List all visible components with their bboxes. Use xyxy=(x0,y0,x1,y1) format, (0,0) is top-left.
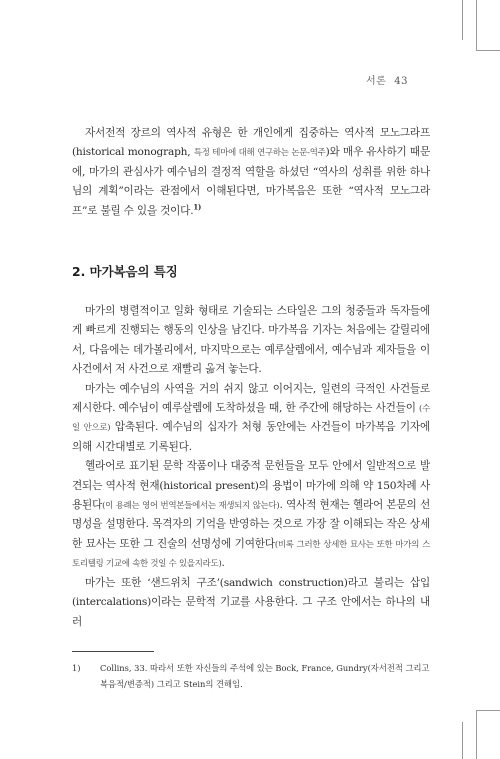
section-body xyxy=(72,302,430,632)
crop-mark xyxy=(462,0,463,40)
footnote-line-1: Collins, 33. 따라서 또한 자신들의 주석에 있는 Bock, France, Gundry(자서전적 그리고 xyxy=(100,663,430,673)
crop-mark xyxy=(476,710,477,759)
section-paragraph-3 xyxy=(72,457,430,573)
crop-mark xyxy=(476,50,500,51)
footnote-mark: 1) xyxy=(72,663,81,673)
page-number: 43 xyxy=(394,76,408,87)
para2-text-b: 압축된다. 예수님의 십자가 처형 동안에는 사건들이 마가복음 기자에 의해 시간대별로 기록된다. xyxy=(72,421,430,453)
section-paragraph-2 xyxy=(72,380,430,458)
footnote-divider xyxy=(72,651,154,652)
para3-text-b: . 역사적 현재는 헬라어 본문의 선명성을 설명한다. 목격자의 기억을 반영하는 것으로 가장 잘 이해되는 작은 상세한 묘사는 또한 그 진술의 선명성에 기여한다 xyxy=(72,499,430,550)
section-paragraph-4: 마가는 또한 ‘샌드위치 구조’(sandwich construction)라고 불리는 삽입(intercalations)이라는 문학적 기교를 사용한다. 그 구조 안에서는 하나의 내러 xyxy=(72,576,430,628)
intro-paragraph xyxy=(72,124,430,221)
footnote xyxy=(72,660,430,692)
crop-mark xyxy=(476,0,477,50)
section-heading: 2. 마가복음의 특징 xyxy=(72,264,178,279)
crop-mark xyxy=(462,722,463,759)
para2-small-note: (수일 안으로) xyxy=(72,403,430,433)
para1-translator-note: 특정 테마에 대해 연구하는 논문-역주 xyxy=(193,147,326,158)
para3-text-c: . xyxy=(221,557,225,570)
para1-text-b: )와 매우 유사하기 때문에, 마가의 관심사가 예수님의 결정적 역할을 하셨던 “역사의 성취를 위한 하나님의 계획”이라는 관점에서 이해된다면, 마가복음은 또한 “역사적 모노그라프”로 불릴 수 있을 것이다. xyxy=(72,146,430,217)
header-section-title: 서론 xyxy=(365,76,387,87)
para3-small-note-2: (비록 그러한 상세한 묘사는 또한 마가의 스토리텔링 기교에 속한 것일 수 있을지라도) xyxy=(72,538,430,569)
running-header xyxy=(366,72,408,87)
crop-mark xyxy=(476,710,500,711)
para3-text-a: 헬라어로 표기된 문학 작품이나 대중적 문헌들을 모두 안에서 일반적으로 발견되는 역사적 현재(historical present)의 용법이 마가에 의해 약 150차례 사용된다 xyxy=(72,460,430,512)
footnote-reference: 1) xyxy=(193,202,202,212)
para2-text-a: 마가는 예수님의 사역을 거의 쉬지 않고 이어지는, 일련의 극적인 사건들로 제시한다. 예수님이 예루살렘에 도착하셨을 때, 한 주간에 해당하는 사건들이 xyxy=(72,382,430,415)
section-paragraph-1: 마가의 병렬적이고 일화 형태로 기술되는 스타일은 그의 청중들과 독자들에게 빠르게 진행되는 행동의 인상을 남긴다. 마가복음 기자는 처음에는 갈릴리에서, 다음에는 데가볼리에서, 마지막으로는 예루살렘에서, 예수님과 제자들을 이 사건에서 저 사건으로 재빨리 옮겨 놓는다. xyxy=(72,305,430,376)
footnote-line-2: 복음적/변증적) 그리고 Stein의 견해임. xyxy=(100,679,243,689)
para3-small-note-1: (이 용례는 영어 번역본들에서는 재생되지 않는다) xyxy=(102,500,280,511)
para1-text-a: 자서전적 장르의 역사적 유형은 한 개인에게 집중하는 역사적 모노그라프(historical monograph, xyxy=(72,127,430,159)
